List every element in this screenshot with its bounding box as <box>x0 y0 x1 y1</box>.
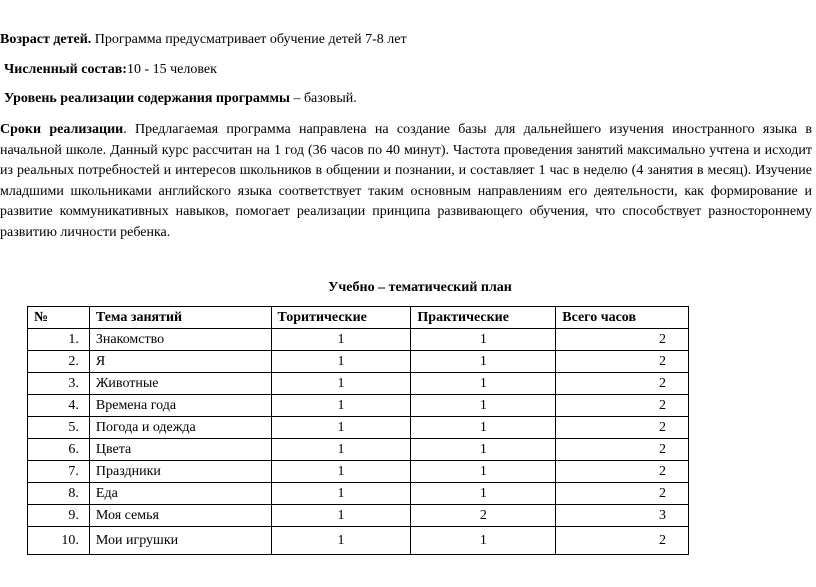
row-number: 4. <box>28 395 90 417</box>
header-topic: Тема занятий <box>89 307 271 329</box>
row-theory: 1 <box>271 527 411 555</box>
row-number: 8. <box>28 483 90 505</box>
table-row <box>28 439 689 461</box>
terms-text: . Предлагаемая программа направлена на создание базы для дальнейшего изучения иностранного языка в начальной школе. Данный курс рассчитан на 1 год (36 часов по 40 минут). Частота проведения занятий максимально учтена и исходит из реальных потребностей и интересов школьников в общении и познании, и составляет 1 час в неделю (4 занятия в месяц). Изучение младшими школьниками английского языка соответствует таким основным направлениям его деятельности, как формирование и развитие коммуникативных навыков, помогает реализации принципа развивающего обучения, что способствует разностороннему развитию личности ребенка. <box>0 122 812 240</box>
row-topic: Еда <box>89 483 271 505</box>
table-header-row <box>28 307 689 329</box>
row-number: 2. <box>28 351 90 373</box>
row-total: 2 <box>556 329 689 351</box>
table-row <box>28 395 689 417</box>
row-practice: 1 <box>411 329 556 351</box>
row-number: 1. <box>28 329 90 351</box>
row-total: 2 <box>556 527 689 555</box>
table-row <box>28 461 689 483</box>
plan-title: Учебно – тематический план <box>328 280 512 295</box>
row-topic: Праздники <box>89 461 271 483</box>
row-practice: 1 <box>411 483 556 505</box>
row-number: 5. <box>28 417 90 439</box>
row-theory: 1 <box>271 395 411 417</box>
row-total: 2 <box>556 461 689 483</box>
header-theory: Торитические <box>271 307 411 329</box>
table-row <box>28 417 689 439</box>
row-topic: Знакомство <box>89 329 271 351</box>
row-practice: 1 <box>411 351 556 373</box>
row-number: 9. <box>28 505 90 527</box>
row-theory: 1 <box>271 373 411 395</box>
plan-table <box>27 306 689 555</box>
row-practice: 1 <box>411 527 556 555</box>
age-line <box>0 31 407 49</box>
row-practice: 2 <box>411 505 556 527</box>
table-row <box>28 351 689 373</box>
header-number: № <box>28 307 90 329</box>
row-total: 3 <box>556 505 689 527</box>
header-total: Всего часов <box>556 307 689 329</box>
size-text: 10 - 15 человек <box>126 62 217 77</box>
table-row <box>28 329 689 351</box>
size-label: Численный состав: <box>4 62 127 77</box>
row-total: 2 <box>556 351 689 373</box>
row-theory: 1 <box>271 329 411 351</box>
row-practice: 1 <box>411 439 556 461</box>
row-practice: 1 <box>411 417 556 439</box>
table-row <box>28 505 689 527</box>
row-number: 3. <box>28 373 90 395</box>
age-label: Возраст детей. <box>0 32 92 47</box>
header-practice: Практические <box>411 307 556 329</box>
row-total: 2 <box>556 483 689 505</box>
row-theory: 1 <box>271 483 411 505</box>
row-practice: 1 <box>411 461 556 483</box>
row-theory: 1 <box>271 439 411 461</box>
row-topic: Мои игрушки <box>89 527 271 555</box>
row-theory: 1 <box>271 417 411 439</box>
row-number: 10. <box>28 527 90 555</box>
table-row <box>28 373 689 395</box>
table-row <box>28 527 689 555</box>
row-total: 2 <box>556 373 689 395</box>
row-topic: Животные <box>89 373 271 395</box>
terms-paragraph <box>0 120 812 243</box>
row-topic: Времена года <box>89 395 271 417</box>
row-total: 2 <box>556 439 689 461</box>
row-number: 6. <box>28 439 90 461</box>
size-line <box>4 61 217 79</box>
row-theory: 1 <box>271 505 411 527</box>
row-topic: Цвета <box>89 439 271 461</box>
row-theory: 1 <box>271 351 411 373</box>
terms-label: Сроки реализации <box>0 122 124 137</box>
table-row <box>28 483 689 505</box>
level-label: Уровень реализации содержания программы <box>4 91 290 106</box>
row-topic: Я <box>89 351 271 373</box>
row-topic: Погода и одежда <box>89 417 271 439</box>
age-text: Программа предусматривает обучение детей 7-8 лет <box>91 32 407 47</box>
row-total: 2 <box>556 417 689 439</box>
row-total: 2 <box>556 395 689 417</box>
level-line <box>4 90 357 108</box>
row-number: 7. <box>28 461 90 483</box>
row-practice: 1 <box>411 395 556 417</box>
row-topic: Моя семья <box>89 505 271 527</box>
row-practice: 1 <box>411 373 556 395</box>
level-text: – базовый. <box>289 91 357 106</box>
row-theory: 1 <box>271 461 411 483</box>
